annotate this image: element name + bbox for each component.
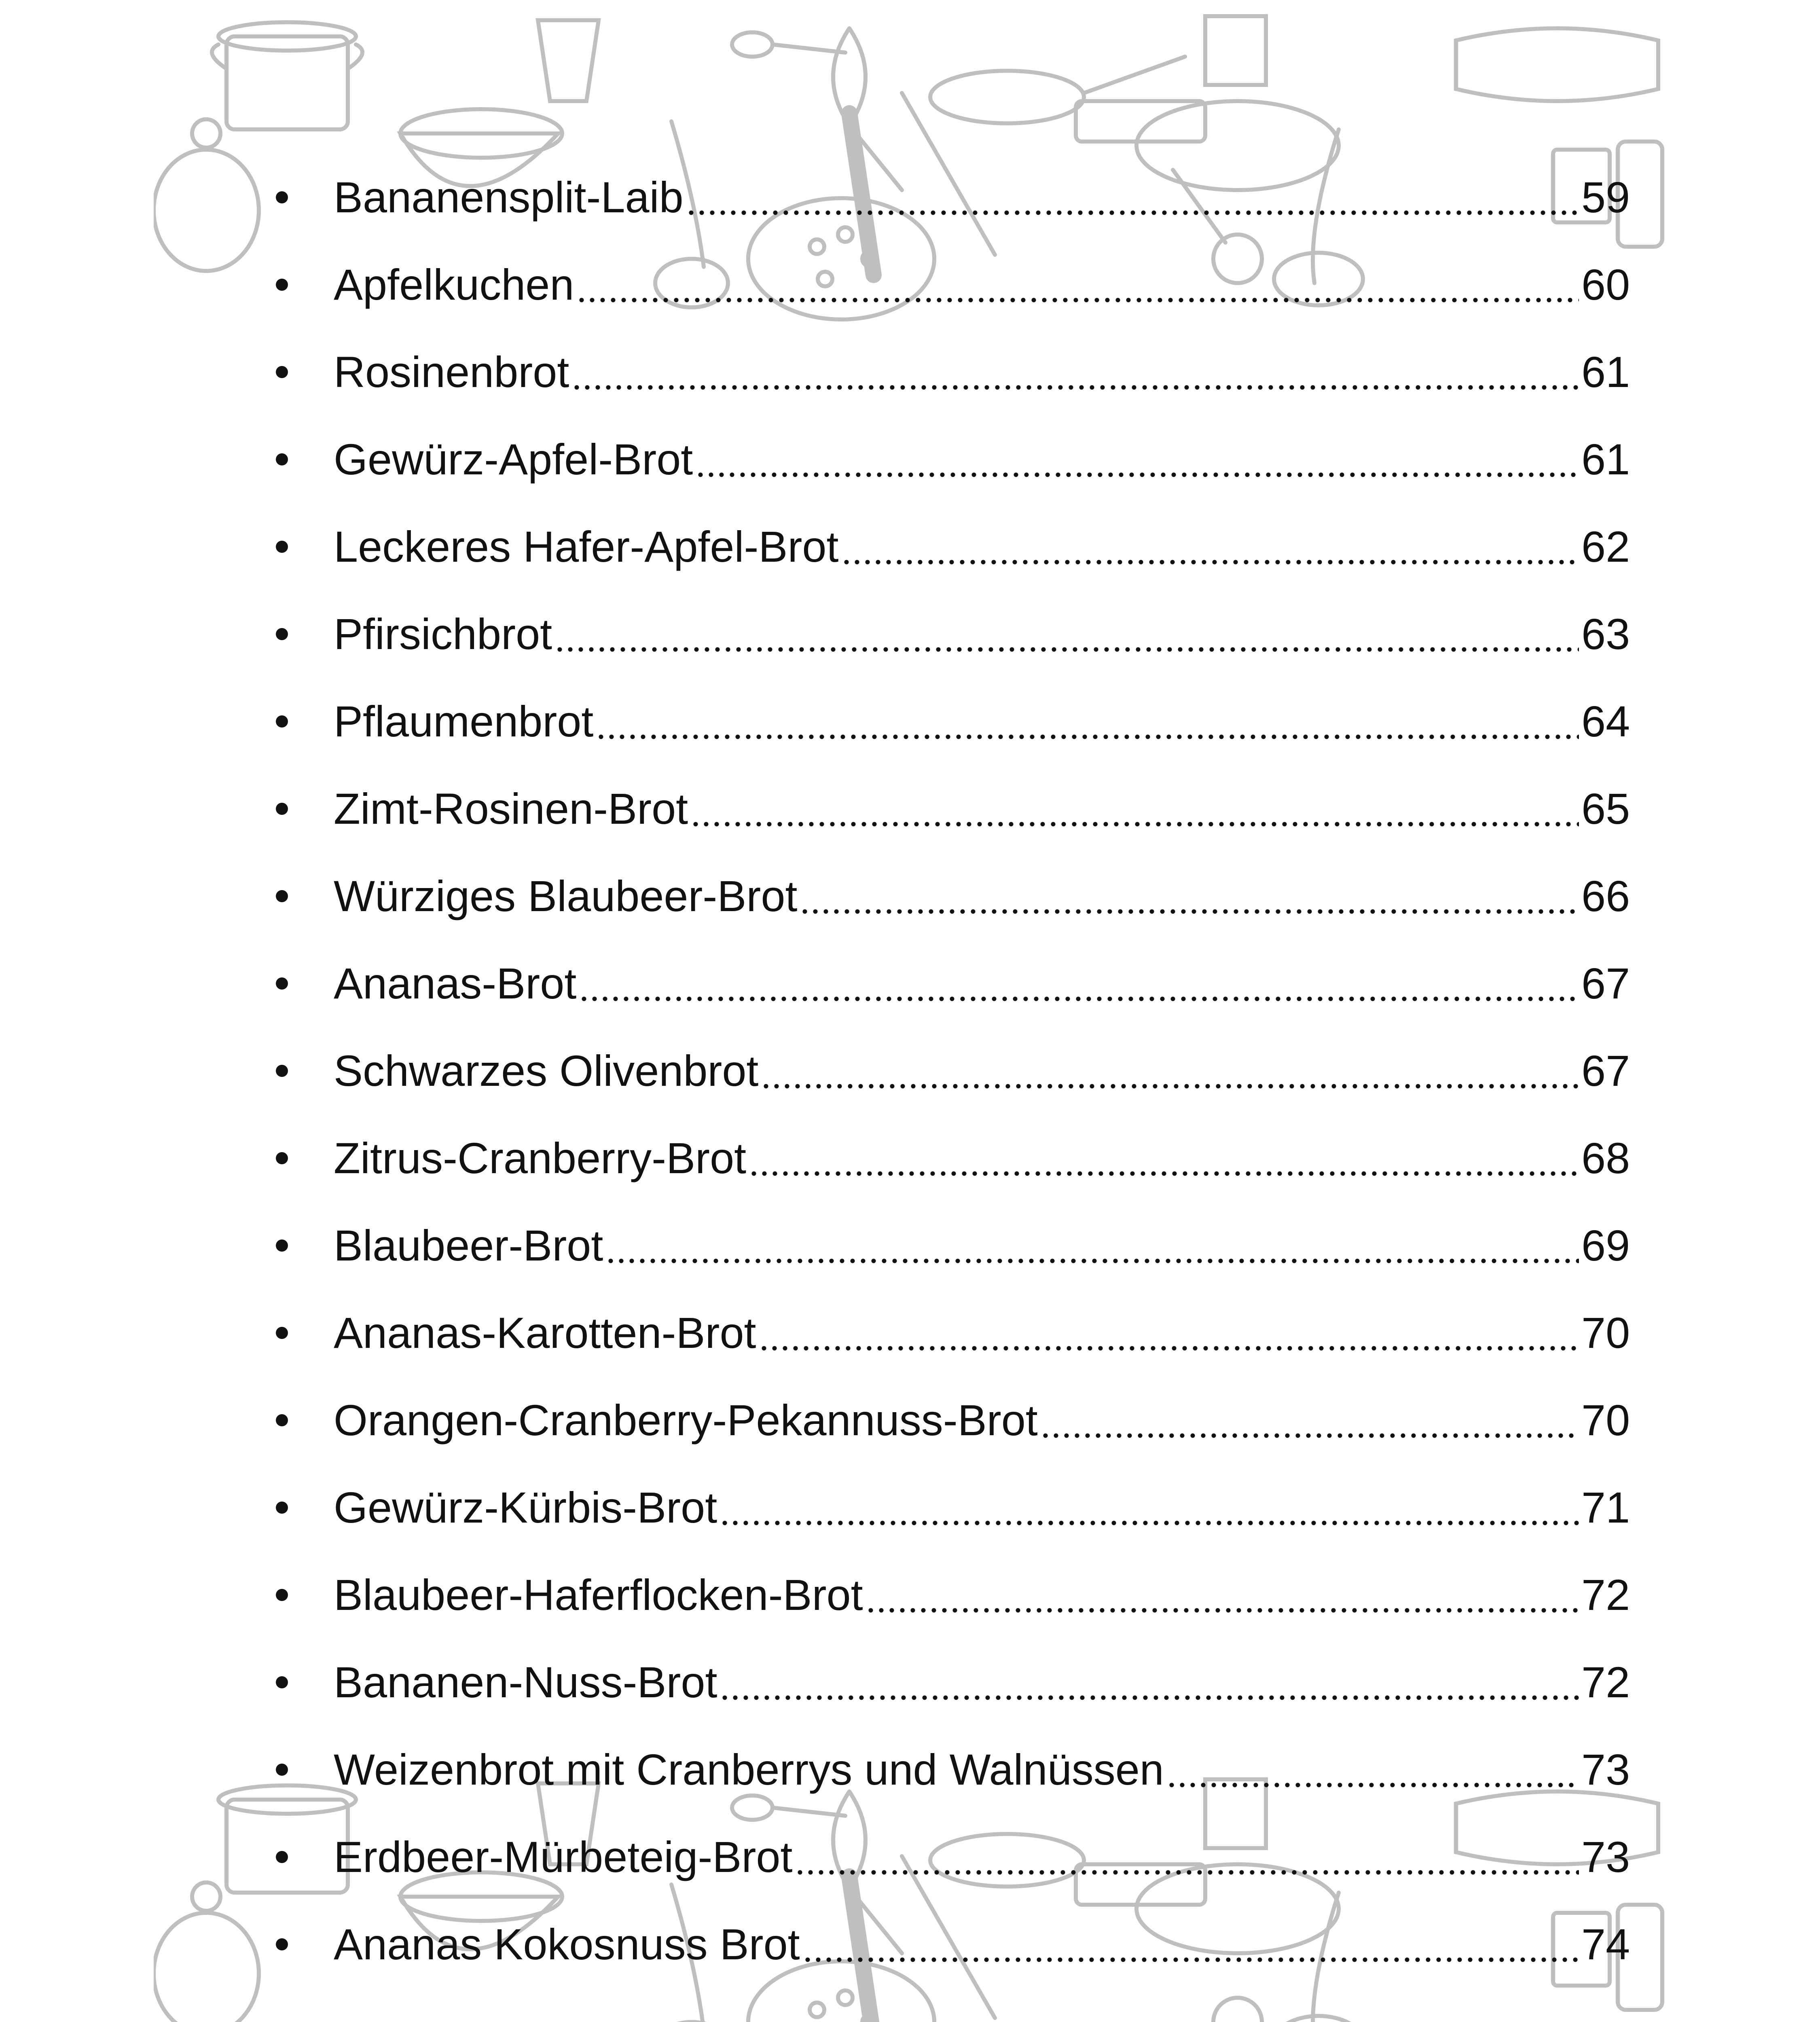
bullet-icon bbox=[276, 1589, 288, 1601]
toc-entry-page-number: 66 bbox=[1581, 871, 1630, 920]
toc-entry-title: Würziges Blaubeer-Brot bbox=[334, 871, 798, 920]
toc-entry-page-number: 74 bbox=[1581, 1920, 1630, 1969]
bullet-icon bbox=[276, 366, 288, 378]
dot-leader bbox=[596, 734, 1579, 740]
toc-entry-title: Gewürz-Apfel-Brot bbox=[334, 435, 693, 484]
toc-entry-title: Apfelkuchen bbox=[334, 260, 574, 309]
toc-entry[interactable] bbox=[267, 1464, 1630, 1551]
dot-leader bbox=[579, 996, 1579, 1002]
dot-leader bbox=[1040, 1432, 1579, 1439]
toc-entry[interactable] bbox=[267, 1639, 1630, 1726]
bullet-icon bbox=[276, 1414, 288, 1426]
baking-tin-icon bbox=[1456, 28, 1658, 101]
dot-leader bbox=[841, 559, 1579, 565]
toc-entry[interactable] bbox=[267, 241, 1630, 328]
lidded-pot-icon-bottom bbox=[154, 1913, 259, 2022]
dot-leader bbox=[571, 384, 1579, 391]
dot-leader bbox=[554, 646, 1579, 653]
dot-leader bbox=[686, 209, 1579, 216]
bullet-icon bbox=[276, 191, 288, 203]
dot-leader bbox=[576, 297, 1579, 303]
toc-entry[interactable] bbox=[267, 940, 1630, 1027]
toc-entry-title: Erdbeer-Mürbeteig-Brot bbox=[334, 1832, 793, 1881]
toc-entry-page-number: 67 bbox=[1581, 1046, 1630, 1095]
toc-entry[interactable] bbox=[267, 1813, 1630, 1901]
bullet-icon bbox=[276, 279, 288, 291]
toc-entry-title: Ananas-Brot bbox=[334, 959, 577, 1008]
toc-entry[interactable] bbox=[267, 1726, 1630, 1813]
toc-entry-page-number: 59 bbox=[1581, 173, 1630, 222]
bullet-icon bbox=[276, 1152, 288, 1164]
glass-icon bbox=[538, 20, 599, 101]
toc-entry-page-number: 61 bbox=[1581, 347, 1630, 396]
toc-entry-page-number: 70 bbox=[1581, 1396, 1630, 1445]
toc-entry-page-number: 67 bbox=[1581, 959, 1630, 1008]
toc-entry[interactable] bbox=[267, 1377, 1630, 1464]
dot-leader bbox=[690, 821, 1579, 827]
toc-entry[interactable] bbox=[267, 1289, 1630, 1377]
toc-entry-title: Weizenbrot mit Cranberrys und Walnüssen bbox=[334, 1745, 1164, 1794]
toc-entry-title: Rosinenbrot bbox=[334, 347, 569, 396]
bullet-icon bbox=[276, 1065, 288, 1077]
table-of-contents bbox=[267, 154, 1630, 1988]
dot-leader bbox=[795, 1869, 1579, 1876]
toc-entry-title: Bananensplit-Laib bbox=[334, 173, 684, 222]
toc-entry-title: Zitrus-Cranberry-Brot bbox=[334, 1134, 747, 1182]
toc-entry-page-number: 72 bbox=[1581, 1658, 1630, 1707]
toc-entry[interactable] bbox=[267, 1202, 1630, 1289]
toc-entry[interactable] bbox=[267, 328, 1630, 416]
toc-entry-title: Blaubeer-Haferflocken-Brot bbox=[334, 1570, 863, 1619]
toc-entry-page-number: 63 bbox=[1581, 609, 1630, 658]
bullet-icon bbox=[276, 1851, 288, 1863]
dot-leader bbox=[720, 1520, 1579, 1526]
dot-leader bbox=[749, 1170, 1579, 1177]
dot-leader bbox=[800, 908, 1579, 915]
dot-leader bbox=[605, 1258, 1579, 1264]
dot-leader bbox=[695, 472, 1579, 478]
toc-entry-title: Zimt-Rosinen-Brot bbox=[334, 784, 688, 833]
toc-entry-page-number: 73 bbox=[1581, 1745, 1630, 1794]
toc-entry[interactable] bbox=[267, 1551, 1630, 1639]
bullet-icon bbox=[276, 1764, 288, 1776]
bullet-icon bbox=[276, 541, 288, 553]
bullet-icon bbox=[276, 1502, 288, 1514]
bullet-icon bbox=[276, 890, 288, 902]
toc-entry-page-number: 71 bbox=[1581, 1483, 1630, 1532]
toc-entry-page-number: 68 bbox=[1581, 1134, 1630, 1182]
toc-entry[interactable] bbox=[267, 503, 1630, 590]
toc-entry-title: Pflaumenbrot bbox=[334, 697, 594, 746]
toc-entry-page-number: 61 bbox=[1581, 435, 1630, 484]
bullet-icon bbox=[276, 1676, 288, 1688]
toc-entry-title: Schwarzes Olivenbrot bbox=[334, 1046, 759, 1095]
lidded-pot-icon bbox=[154, 150, 259, 271]
dot-leader bbox=[720, 1694, 1579, 1701]
toc-entry-page-number: 60 bbox=[1581, 260, 1630, 309]
toc-entry[interactable] bbox=[267, 852, 1630, 940]
dot-leader bbox=[802, 1956, 1579, 1963]
toc-entry-title: Ananas-Karotten-Brot bbox=[334, 1308, 756, 1357]
bullet-icon bbox=[276, 1327, 288, 1339]
spoon-icon bbox=[732, 32, 772, 57]
skimmer-icon-bottom bbox=[1213, 1998, 1262, 2022]
bullet-icon bbox=[276, 803, 288, 815]
toc-entry-page-number: 65 bbox=[1581, 784, 1630, 833]
bullet-icon bbox=[276, 453, 288, 465]
jug-icon bbox=[1205, 16, 1266, 85]
toc-entry-page-number: 64 bbox=[1581, 697, 1630, 746]
bullet-icon bbox=[276, 628, 288, 640]
toc-entry[interactable] bbox=[267, 416, 1630, 503]
dot-leader bbox=[1166, 1782, 1579, 1788]
dot-leader bbox=[866, 1607, 1579, 1614]
dot-leader bbox=[761, 1083, 1579, 1089]
toc-entry-title: Ananas Kokosnuss Brot bbox=[334, 1920, 800, 1969]
toc-entry-title: Pfirsichbrot bbox=[334, 609, 552, 658]
dot-leader bbox=[759, 1345, 1579, 1352]
toc-entry-page-number: 70 bbox=[1581, 1308, 1630, 1357]
bullet-icon bbox=[276, 715, 288, 728]
toc-entry-page-number: 72 bbox=[1581, 1570, 1630, 1619]
toc-entry[interactable] bbox=[267, 1115, 1630, 1202]
toc-entry-title: Leckeres Hafer-Apfel-Brot bbox=[334, 522, 839, 571]
toc-entry-page-number: 69 bbox=[1581, 1221, 1630, 1270]
frying-pan-icon bbox=[930, 71, 1084, 123]
bullet-icon bbox=[276, 977, 288, 990]
toc-entry[interactable] bbox=[267, 154, 1630, 241]
toc-entry-title: Gewürz-Kürbis-Brot bbox=[334, 1483, 717, 1532]
bullet-icon bbox=[276, 1938, 288, 1950]
toc-entry[interactable] bbox=[267, 678, 1630, 765]
toc-entry[interactable] bbox=[267, 590, 1630, 678]
toc-entry[interactable] bbox=[267, 1027, 1630, 1115]
bullet-icon bbox=[276, 1239, 288, 1252]
toc-entry-page-number: 62 bbox=[1581, 522, 1630, 571]
toc-entry[interactable] bbox=[267, 1901, 1630, 1988]
toc-entry[interactable] bbox=[267, 765, 1630, 852]
toc-entry-title: Bananen-Nuss-Brot bbox=[334, 1658, 717, 1707]
toc-entry-page-number: 73 bbox=[1581, 1832, 1630, 1881]
toc-entry-title: Blaubeer-Brot bbox=[334, 1221, 603, 1270]
toc-entry-title: Orangen-Cranberry-Pekannuss-Brot bbox=[334, 1396, 1038, 1445]
